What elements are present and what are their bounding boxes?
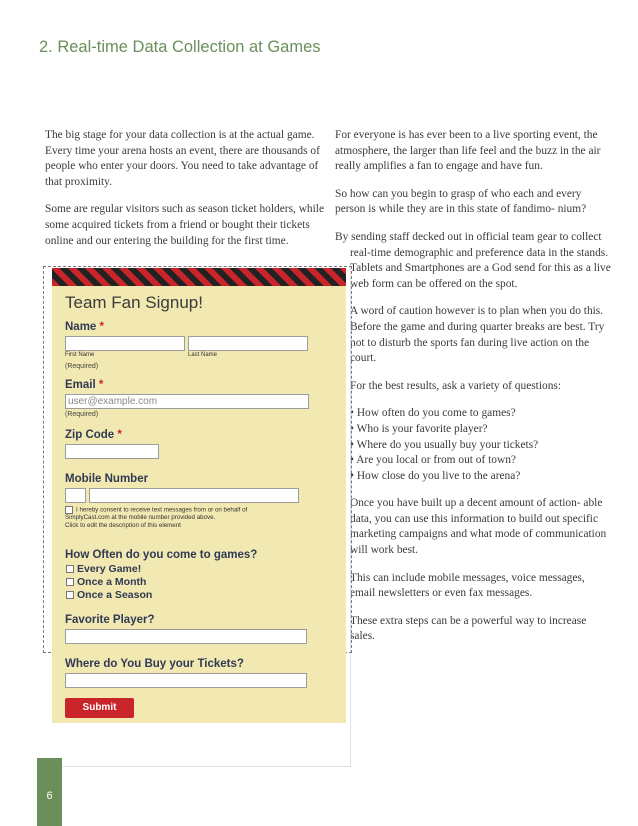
list-item: • How often do you come to games? — [350, 407, 516, 420]
left-column — [45, 128, 327, 261]
left-paragraph-1: The big stage for your data collection is at the actual game. Every time your arena hosts an event, there are thousands of people who enter your doors. You need to take advantage of that proximity. — [45, 129, 320, 188]
list-item: • Are you local or from out of town? — [350, 454, 516, 467]
option-once-month[interactable]: Once a Month — [66, 576, 146, 588]
right-indented-block — [335, 304, 611, 645]
right-column — [335, 128, 611, 657]
checkbox-icon — [66, 578, 74, 586]
consent-text: I hereby consent to receive text messages from or on behalf of SimplyCast.com at the mobile number provided above. Click to edit the description of this element — [65, 506, 248, 529]
form-header-stripe — [52, 268, 346, 286]
right-paragraph-2: So how can you begin to grasp of who each and every person is while they are in this state of fandimo- nium? — [335, 187, 587, 216]
tickets-label: Where do You Buy your Tickets? — [65, 658, 244, 670]
page-number: 6 — [46, 790, 53, 802]
page-number-tab — [37, 758, 62, 826]
checkbox-icon — [66, 591, 74, 599]
right-paragraph-8: These extra steps can be a powerful way to increase sales. — [350, 614, 587, 643]
right-paragraph-3: By sending staff decked out in official team gear to collect real-time demographic and preference data in the stands. Tablets and Smartphones are a God send for this as a live web form can be offered on the spot. — [335, 230, 611, 290]
name-required-note: (Required) — [65, 363, 99, 370]
first-name-input[interactable] — [65, 336, 185, 351]
favorite-player-input[interactable] — [65, 629, 307, 644]
left-paragraph-2: Some are regular visitors such as season ticket holders, while some acquired tickets from a friend or bought their tickets online and our entering the building for the first time. — [45, 203, 324, 247]
checkbox-icon — [66, 565, 74, 573]
option-once-season[interactable]: Once a Season — [66, 589, 152, 601]
option-every-game[interactable]: Every Game! — [66, 563, 141, 575]
question-list — [350, 406, 611, 484]
list-item: • Who is your favorite player? — [350, 422, 488, 435]
zip-label: Zip Code * — [65, 429, 122, 441]
email-required-note: (Required) — [65, 411, 99, 418]
favorite-player-label: Favorite Player? — [65, 614, 155, 626]
name-label: Name * — [65, 321, 105, 333]
mobile-area-input[interactable] — [65, 488, 86, 503]
email-label: Email * — [65, 379, 104, 391]
mobile-label: Mobile Number — [65, 473, 149, 485]
right-paragraph-4: A word of caution however is to plan when you do this. Before the game and during quarter breaks are best. Try not to disturb the sports fan during live action on the court. — [350, 305, 605, 365]
submit-button[interactable]: Submit — [65, 698, 134, 718]
right-paragraph-1: For everyone is has ever been to a live sporting event, the atmosphere, the larger than life feel and the buzz in the air really amplifies a fan to engage and have fun. — [335, 129, 601, 173]
form-title: Team Fan Signup! — [65, 293, 203, 312]
email-input[interactable]: user@example.com — [65, 394, 309, 409]
first-name-caption: First Name — [65, 352, 95, 358]
tickets-input[interactable] — [65, 673, 307, 688]
last-name-caption: Last Name — [188, 352, 218, 358]
signup-form-image — [52, 268, 346, 723]
zip-input[interactable] — [65, 444, 159, 459]
last-name-input[interactable] — [188, 336, 308, 351]
right-paragraph-6: Once you have built up a decent amount of action- able data, you can use this information to build out specific marketing campaigns and what mode of communication will work best. — [350, 497, 607, 557]
mobile-number-input[interactable] — [89, 488, 299, 503]
right-paragraph-5: For the best results, ask a variety of questions: — [350, 379, 562, 392]
frequency-label: How Often do you come to games? — [65, 549, 258, 561]
section-heading: 2. Real-time Data Collection at Games — [39, 38, 321, 56]
list-item: • Where do you usually buy your tickets? — [350, 438, 539, 451]
consent-checkbox[interactable] — [65, 506, 73, 514]
right-paragraph-7: This can include mobile messages, voice messages, email newsletters or even fax messages. — [350, 571, 585, 600]
list-item: • How close do you live to the arena? — [350, 469, 521, 482]
